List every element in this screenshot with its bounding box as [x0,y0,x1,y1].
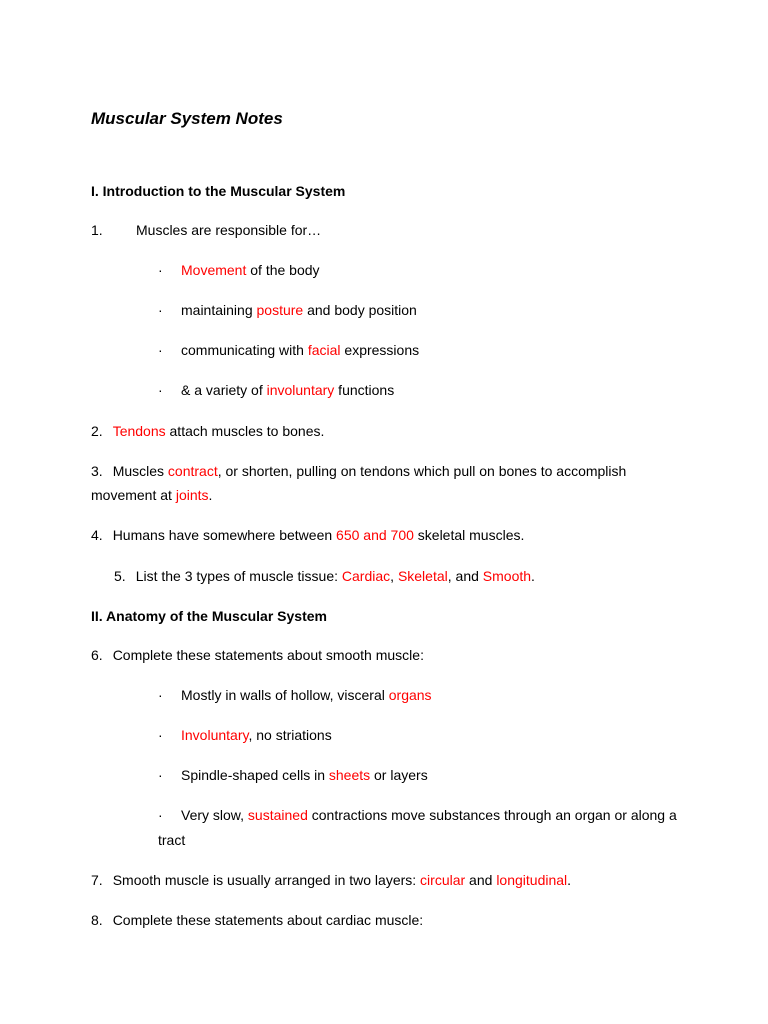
list-item: 5. List the 3 types of muscle tissue: Cardiac, Skeletal, and Smooth. [114,568,535,584]
section-1-heading: I. Introduction to the Muscular System [91,183,346,199]
highlight-term: Tendons [112,423,166,439]
bullet-mark: · [158,807,163,823]
bullet-text: Movement of the body [181,262,320,278]
page-title: Muscular System Notes [91,109,283,128]
highlight-term: Smooth [482,568,532,584]
bullet-mark: · [158,342,163,358]
list-item-continuation: movement at joints. [91,487,213,503]
list-item: 4. Humans have somewhere between 650 and 700 skeletal muscles. [91,527,525,543]
highlight-term: joints [175,487,209,503]
bullet-text: Mostly in walls of hollow, visceral organs [181,687,432,703]
highlight-term: contract [167,463,218,479]
bullet-mark: · [158,262,163,278]
list-item: 2. Tendons attach muscles to bones. [91,423,325,439]
highlight-term: Cardiac [341,568,391,584]
highlight-term: sustained [247,807,308,823]
bullet-text: maintaining posture and body position [181,302,417,318]
list-number: 6. [91,647,103,663]
highlight-term: posture [256,302,304,318]
bullet-mark: · [158,767,163,783]
list-number: 2. [91,423,103,439]
list-item: 7. Smooth muscle is usually arranged in two layers: circular and longitudinal. [91,872,572,888]
highlight-term: 650 and 700 [336,527,414,543]
bullet-text: communicating with facial expressions [181,342,420,358]
bullet-text: Spindle-shaped cells in sheets or layers [181,767,428,783]
list-item-text: Muscles are responsible for… [136,222,322,238]
bullet-text: Very slow, sustained contractions move substances through an organ or along a [181,807,677,823]
highlight-term: sheets [328,767,371,783]
section-2-heading: II. Anatomy of the Muscular System [91,608,327,624]
list-number: 8. [91,912,103,928]
list-number: 1. [91,222,103,238]
highlight-term: Skeletal [397,568,448,584]
list-number: 7. [91,872,103,888]
highlight-term: longitudinal [496,872,568,888]
highlight-term: involuntary [266,382,335,398]
bullet-mark: · [158,382,163,398]
list-item: 6. Complete these statements about smooth muscle: [91,647,424,663]
highlight-term: facial [307,342,341,358]
highlight-term: circular [420,872,466,888]
bullet-text: & a variety of involuntary functions [181,382,395,398]
list-number: 4. [91,527,103,543]
list-item: 8. Complete these statements about cardiac muscle: [91,912,424,928]
list-number: 3. [91,463,103,479]
bullet-text: Involuntary, no striations [181,727,332,743]
bullet-mark: · [158,727,163,743]
highlight-term: Movement [181,262,247,278]
list-number: 5. [114,568,126,584]
bullet-mark: · [158,687,163,703]
bullet-text-continuation: tract [158,832,186,848]
highlight-term: organs [388,687,432,703]
list-item: 3. Muscles contract, or shorten, pulling on tendons which pull on bones to accomplish [91,463,627,479]
highlight-term: Involuntary [181,727,249,743]
bullet-mark: · [158,302,163,318]
